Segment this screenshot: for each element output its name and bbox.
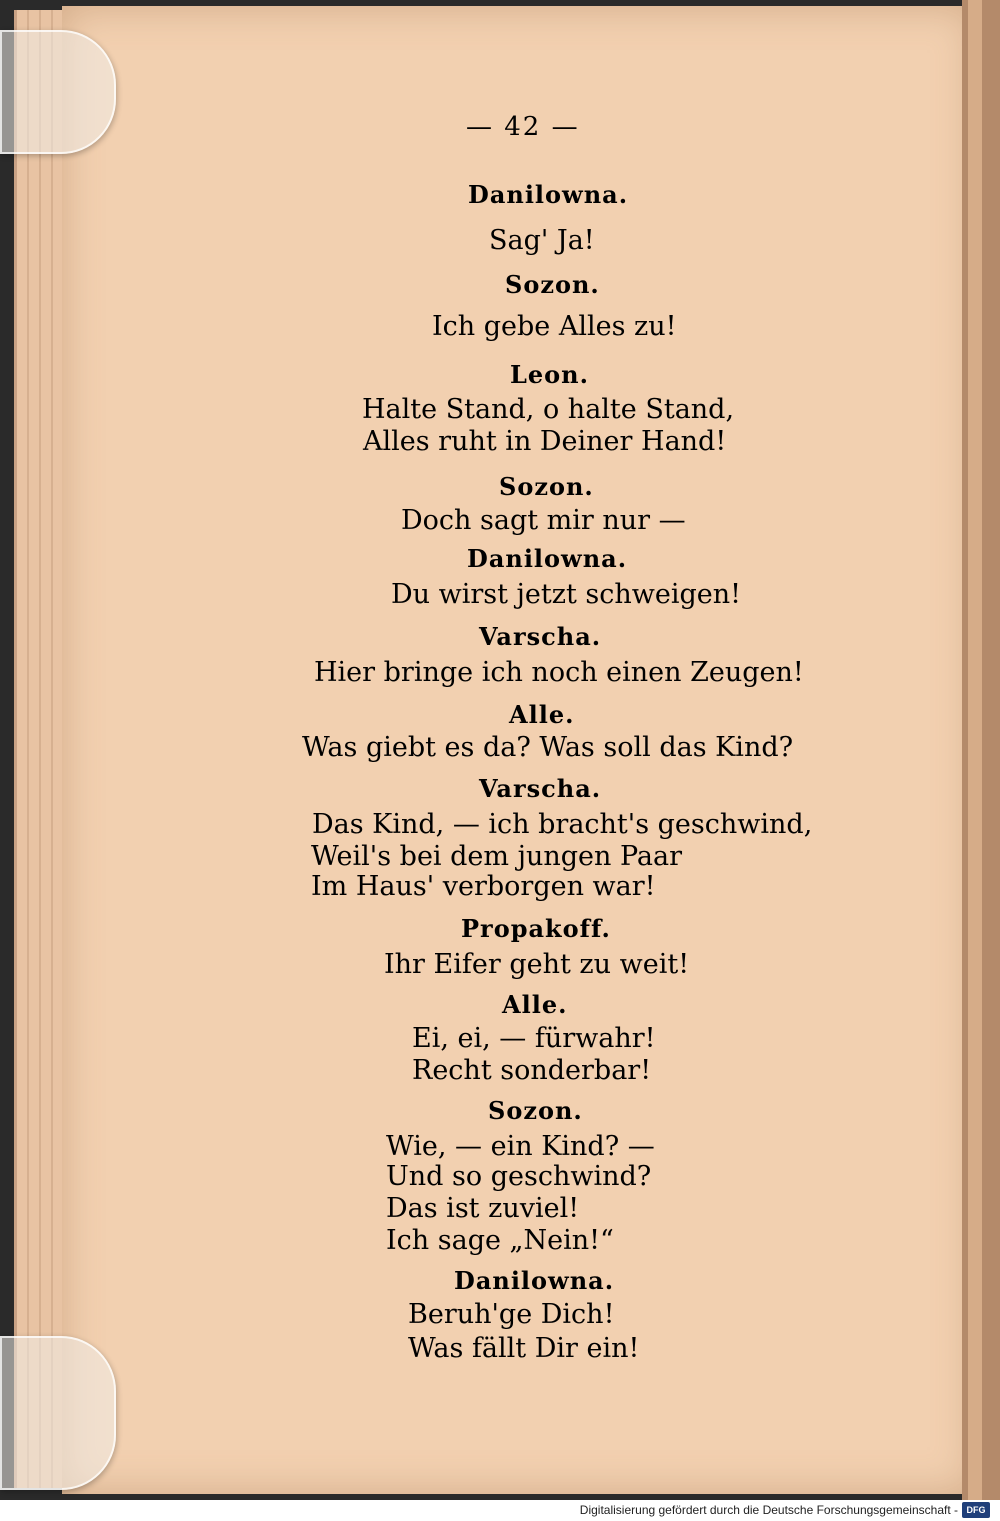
speaker-label: Varscha. xyxy=(479,622,602,651)
page-clip-bottom xyxy=(0,1336,116,1490)
verse-line: Recht sonderbar! xyxy=(412,1055,652,1086)
verse-line: Du wirst jetzt schweigen! xyxy=(391,579,742,610)
verse-line: Und so geschwind? xyxy=(386,1161,652,1192)
speaker-label: Propakoff. xyxy=(461,914,611,943)
page-clip-top xyxy=(0,30,116,154)
verse-line: Beruh'ge Dich! xyxy=(408,1299,615,1330)
verse-line: Was fällt Dir ein! xyxy=(408,1333,640,1364)
speaker-label: Varscha. xyxy=(479,774,602,803)
verse-line: Das Kind, — ich bracht's geschwind, xyxy=(312,809,813,840)
verse-line: Hier bringe ich noch einen Zeugen! xyxy=(314,657,804,688)
verse-line: Ich sage „Nein!“ xyxy=(386,1225,614,1256)
verse-line: Doch sagt mir nur — xyxy=(401,505,686,536)
verse-line: Weil's bei dem jungen Paar xyxy=(311,841,683,872)
speaker-label: Alle. xyxy=(509,700,575,729)
dfg-logo: DFG xyxy=(962,1502,990,1518)
speaker-label: Sozon. xyxy=(505,270,600,299)
speaker-label: Danilowna. xyxy=(467,544,628,573)
speaker-label: Alle. xyxy=(502,990,568,1019)
verse-line: Das ist zuviel! xyxy=(386,1193,580,1224)
page-edge xyxy=(51,10,53,1488)
verse-line: Ihr Eifer geht zu weit! xyxy=(384,949,690,980)
speaker-label: Sozon. xyxy=(499,472,594,501)
verse-line: Ich gebe Alles zu! xyxy=(432,311,677,342)
page-edge xyxy=(39,10,41,1488)
book-spine-edge xyxy=(962,0,1000,1500)
verse-line: Ei, ei, — fürwahr! xyxy=(412,1023,656,1054)
verse-line: Wie, — ein Kind? — xyxy=(386,1131,655,1162)
verse-line: Im Haus' verborgen war! xyxy=(311,871,656,902)
speaker-label: Leon. xyxy=(510,360,589,389)
page-edge xyxy=(27,10,29,1488)
verse-line: Alles ruht in Deiner Hand! xyxy=(363,426,727,457)
verse-line: Sag' Ja! xyxy=(489,225,595,256)
verse-line: Halte Stand, o halte Stand, xyxy=(362,394,735,425)
speaker-label: Danilowna. xyxy=(454,1266,615,1295)
speaker-label: Sozon. xyxy=(488,1096,583,1125)
verse-line: Was giebt es da? Was soll das Kind? xyxy=(302,732,794,763)
page-number: — 42 — xyxy=(466,112,580,142)
speaker-label: Danilowna. xyxy=(468,180,629,209)
funding-credit: Digitalisierung gefördert durch die Deutsche Forschungsgemeinschaft - xyxy=(579,1503,958,1517)
